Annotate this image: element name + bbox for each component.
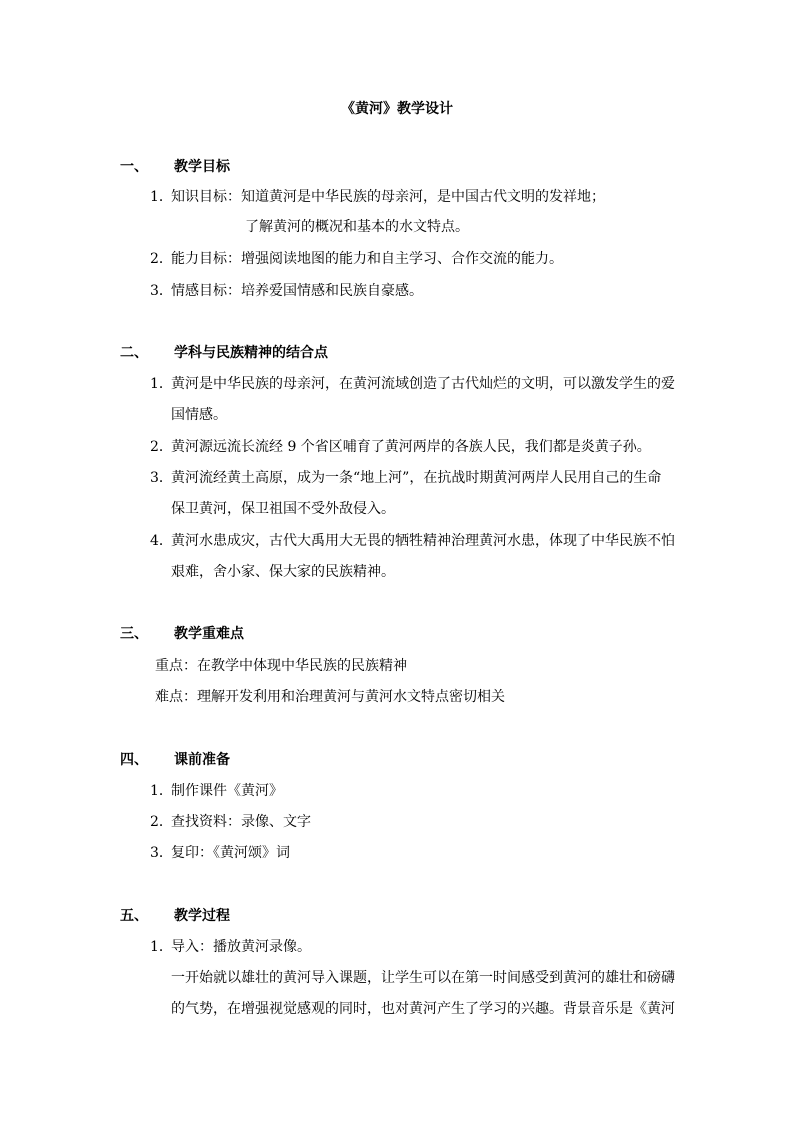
paragraph-line: 一开始就以雄壮的黄河导入课题，让学生可以在第一时间感受到黄河的雄壮和磅礴 [171, 970, 675, 986]
section-title: 学科与民族精神的结合点 [174, 345, 328, 361]
item-continuation: 艰难，舍小家、保大家的民族精神。 [171, 564, 395, 580]
item-text: 情感目标：培养爱国情感和民族自豪感。 [171, 283, 423, 299]
item-number: 1． [150, 783, 173, 799]
list-item [150, 842, 290, 862]
item-continuation: 保卫黄河，保卫祖国不受外敌侵入。 [171, 501, 395, 517]
item-continuation: 国情感。 [171, 407, 227, 423]
section-number: 四、 [120, 752, 148, 768]
list-item [150, 530, 675, 550]
section-heading [120, 623, 244, 643]
item-text: 查找资料：录像、文字 [171, 814, 311, 830]
key-point: 重点：在教学中体现中华民族的民族精神 [155, 658, 407, 674]
list-item [150, 373, 675, 393]
section-heading [120, 342, 328, 362]
item-text: 知识目标：知道黄河是中华民族的母亲河，是中国古代文明的发祥地； [171, 189, 605, 205]
difficult-point: 难点：理解开发利用和治理黄河与黄河水文特点密切相关 [155, 689, 505, 705]
document-title: 《黄河》教学设计 [341, 101, 453, 117]
section-title: 教学重难点 [174, 626, 244, 642]
section-title: 教学过程 [174, 908, 230, 924]
item-number: 3． [150, 845, 173, 861]
section-number: 三、 [120, 626, 148, 642]
paragraph-line: 的气势，在增强视觉感观的同时，也对黄河产生了学习的兴趣。背景音乐是《黄河 [171, 1001, 675, 1017]
item-text: 制作课件《黄河》 [171, 783, 283, 799]
item-number: 3． [150, 283, 173, 299]
list-item [150, 436, 651, 456]
section-number: 五、 [120, 908, 148, 924]
item-number: 4． [150, 533, 173, 549]
item-continuation: 了解黄河的概况和基本的水文特点。 [245, 219, 469, 235]
section-title: 教学目标 [174, 159, 230, 175]
list-item [150, 936, 311, 956]
item-text: 黄河是中华民族的母亲河，在黄河流域创造了古代灿烂的文明，可以激发学生的爱 [171, 376, 675, 392]
section-heading [120, 156, 230, 176]
section-heading [120, 905, 230, 925]
item-number: 3． [150, 470, 173, 486]
list-item [150, 467, 661, 487]
section-number: 二、 [120, 345, 148, 361]
item-number: 1． [150, 376, 173, 392]
item-number: 2． [150, 814, 173, 830]
item-text: 能力目标：增强阅读地图的能力和自主学习、合作交流的能力。 [171, 251, 563, 267]
item-number: 2． [150, 439, 173, 455]
section-number: 一、 [120, 159, 148, 175]
item-text: 导入：播放黄河录像。 [171, 939, 311, 955]
item-number: 1． [150, 189, 173, 205]
list-item [150, 780, 283, 800]
list-item [150, 811, 311, 831]
item-number: 2． [150, 251, 173, 267]
list-item [150, 280, 423, 300]
list-item [150, 248, 563, 268]
item-text: 复印：《黄河颂》词 [171, 845, 290, 861]
section-heading [120, 749, 230, 769]
item-text: 黄河水患成灾，古代大禹用大无畏的牺牲精神治理黄河水患，体现了中华民族不怕 [171, 533, 675, 549]
section-title: 课前准备 [174, 752, 230, 768]
list-item [150, 186, 605, 206]
item-number: 1． [150, 939, 173, 955]
item-text: 黄河流经黄土高原，成为一条“地上河”，在抗战时期黄河两岸人民用自己的生命 [171, 470, 662, 486]
item-text: 黄河源远流长流经 9 个省区哺育了黄河两岸的各族人民，我们都是炎黄子孙。 [171, 439, 651, 455]
